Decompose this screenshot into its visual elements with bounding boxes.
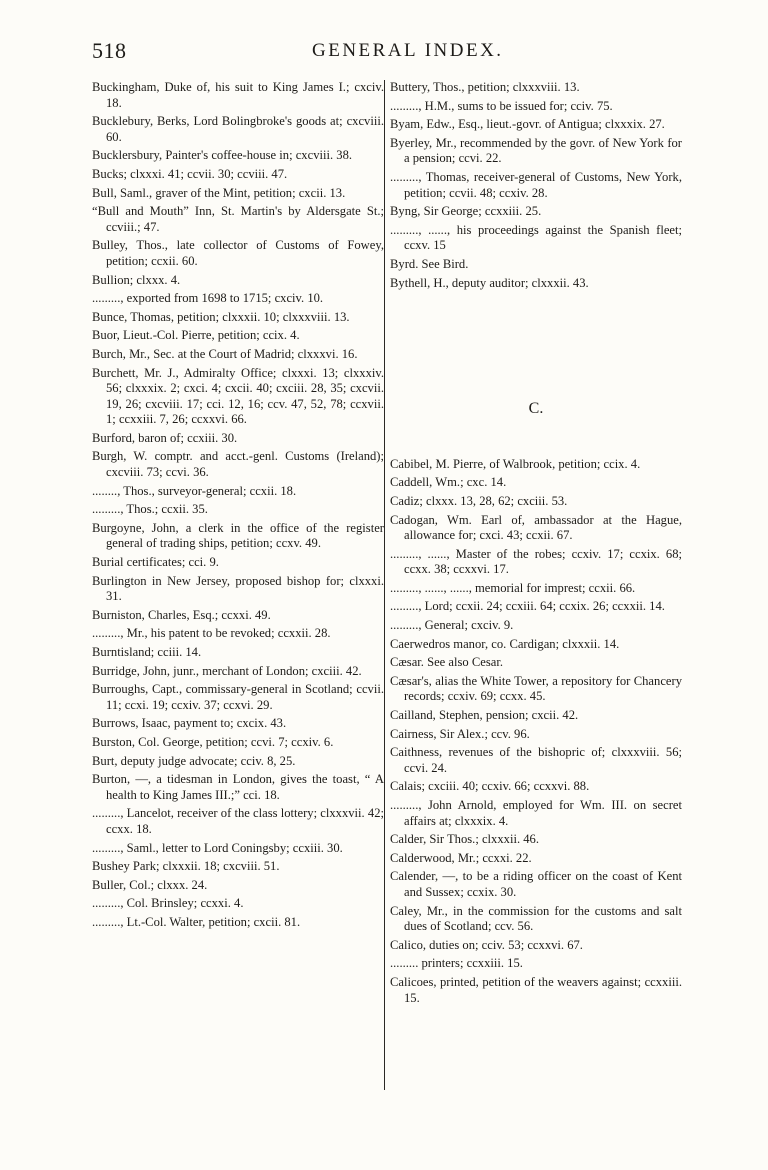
- index-entry: Bucklebury, Berks, Lord Bolingbroke's goods at; cxcviii. 60.: [92, 114, 384, 144]
- index-entry: Buor, Lieut.-Col. Pierre, petition; ccix. 4.: [92, 328, 300, 343]
- index-entry: ........., General; cxciv. 9.: [390, 618, 514, 633]
- index-entry: ........., ......, ......, memorial for imprest; ccxii. 66.: [390, 580, 636, 595]
- index-entry: Burton, —, a tidesman in London, gives the toast, “ A health to King James III.;” cci. 18.: [92, 772, 384, 802]
- index-entry: ........., Col. Brinsley; ccxxi. 4.: [92, 896, 244, 911]
- index-entry: “Bull and Mouth” Inn, St. Martin's by Aldersgate St.; ccviii.; 47.: [92, 204, 384, 234]
- index-entry: Byng, Sir George; ccxxiii. 25.: [390, 204, 542, 219]
- page-header: [92, 38, 692, 68]
- index-entry: ........., H.M., sums to be issued for; cciv. 75.: [390, 98, 613, 113]
- index-entry: Burchett, Mr. J., Admiralty Office; clxxxi. 13; clxxxiv. 56; clxxxix. 2; cxci. 4; cxcii. 40; cxciii. 28, 35; cxcvii. 19, 26; cxcviii. 17; cci. 12, 16; ccv. 47, 52, 78; ccxvii. 1; ccxxiii. 7, 26; ccxxvi. 66.: [92, 365, 384, 427]
- index-entry: Bunce, Thomas, petition; clxxxii. 10; clxxxviii. 13.: [92, 309, 350, 324]
- index-entry: Caerwedros manor, co. Cardigan; clxxxii. 14.: [390, 636, 620, 651]
- index-entry: Bulley, Thos., late collector of Customs of Fowey, petition; ccxii. 60.: [92, 238, 384, 268]
- index-entry: Burntisland; cciii. 14.: [92, 645, 202, 659]
- index-entry: Burgh, W. comptr. and acct.-genl. Customs (Ireland); cxcviii. 73; ccvi. 36.: [92, 449, 384, 480]
- index-entry: ........., Saml., letter to Lord Coningsby; ccxiii. 30.: [92, 840, 343, 855]
- index-entry: Bucks; clxxxi. 41; ccvii. 30; ccviii. 47.: [92, 166, 288, 181]
- index-entry: Calais; cxciii. 40; ccxiv. 66; ccxxvi. 88.: [390, 779, 590, 794]
- index-entry: Burroughs, Capt., commissary-general in Scotland; ccvii. 11; ccxi. 19; ccxiv. 37; ccxvi. 29.: [92, 682, 384, 712]
- index-entry: Caithness, revenues of the bishopric of; clxxxviii. 56; ccvi. 24.: [390, 745, 682, 775]
- index-entry: Calender, —, to be a riding officer on the coast of Kent and Sussex; ccxix. 30.: [390, 869, 682, 899]
- index-entry: Bythell, H., deputy auditor; clxxxii. 43.: [390, 275, 589, 290]
- index-entry: Burch, Mr., Sec. at the Court of Madrid; clxxxvi. 16.: [92, 346, 358, 361]
- index-entry: Buller, Col.; clxxx. 24.: [92, 877, 208, 892]
- index-entry: ......... printers; ccxxiii. 15.: [390, 956, 523, 971]
- index-entry: Burston, Col. George, petition; ccvi. 7; ccxiv. 6.: [92, 734, 334, 749]
- index-entry: Burt, deputy judge advocate; cciv. 8, 25.: [92, 753, 296, 768]
- index-entry: Byam, Edw., Esq., lieut.-govr. of Antigua; clxxxix. 27.: [390, 117, 665, 132]
- index-entry: Calicoes, printed, petition of the weavers against; ccxxiii. 15.: [390, 974, 682, 1005]
- index-entry: ........., Lancelot, receiver of the class lottery; clxxxvii. 42; ccxx. 18.: [92, 806, 384, 836]
- index-entry: Cairness, Sir Alex.; ccv. 96.: [390, 726, 530, 741]
- index-entry: Cæsar. See also Cesar.: [390, 655, 503, 670]
- index-entry: Calico, duties on; cciv. 53; ccxxvi. 67.: [390, 937, 583, 952]
- index-entry: Burial certificates; cci. 9.: [92, 555, 219, 570]
- index-entry: ........., Lord; ccxii. 24; ccxiii. 64; ccxix. 26; ccxxii. 14.: [390, 599, 665, 614]
- index-entry: Cadiz; clxxx. 13, 28, 62; cxciii. 53.: [390, 493, 568, 508]
- index-entry: Burrows, Isaac, payment to; cxcix. 43.: [92, 716, 287, 731]
- index-entry: Caddell, Wm.; cxc. 14.: [390, 475, 507, 490]
- index-entry: ........., Mr., his patent to be revoked; ccxxii. 28.: [92, 626, 331, 641]
- index-entry: ........., Lt.-Col. Walter, petition; cxcii. 81.: [92, 914, 301, 929]
- section-letter-heading: C.: [528, 400, 544, 418]
- index-entry: ........., ......, Master of the robes; ccxiv. 17; ccxix. 68; ccxx. 38; ccxxvi. 17.: [390, 546, 682, 577]
- index-entry: Burford, baron of; ccxiii. 30.: [92, 430, 238, 445]
- index-entry: ........, Thos., surveyor-general; ccxii. 18.: [92, 483, 297, 498]
- index-entry: ........., ......, his proceedings against the Spanish fleet; ccxv. 15: [390, 222, 682, 253]
- index-entry: Bucklersbury, Painter's coffee-house in; cxcviii. 38.: [92, 148, 353, 163]
- index-entry: Buckingham, Duke of, his suit to King James I.; cxciv. 18.: [92, 80, 384, 110]
- index-entry: Cæsar's, alias the White Tower, a repository for Chancery records; ccxiv. 69; ccxx. 45.: [390, 673, 682, 704]
- index-entry: Bullion; clxxx. 4.: [92, 272, 181, 287]
- right-column: [390, 80, 682, 1009]
- index-entry: Burlington in New Jersey, proposed bishop for; clxxxi. 31.: [92, 573, 384, 604]
- index-entry: Buttery, Thos., petition; clxxxviii. 13.: [390, 80, 580, 94]
- index-entry: ........., exported from 1698 to 1715; cxciv. 10.: [92, 291, 324, 306]
- index-entry: Burridge, John, junr., merchant of London; cxciii. 42.: [92, 663, 362, 678]
- column-divider: [384, 80, 385, 1090]
- index-entry: ........., Thomas, receiver-general of Customs, New York, petition; ccvii. 48; ccxiv. 28.: [390, 169, 682, 200]
- index-entry: Bushey Park; clxxxii. 18; cxcviii. 51.: [92, 859, 280, 874]
- index-entry: Calderwood, Mr.; ccxxi. 22.: [390, 850, 532, 865]
- index-entry: Burgoyne, John, a clerk in the office of the register general of trading ships, petition; ccxv. 49.: [92, 520, 384, 551]
- index-entry: Burniston, Charles, Esq.; ccxxi. 49.: [92, 607, 271, 622]
- index-entry: Cadogan, Wm. Earl of, ambassador at the Hague, allowance for; cxci. 43; ccxii. 67.: [390, 512, 682, 543]
- page-number: 518: [92, 38, 127, 63]
- index-entry: Calder, Sir Thos.; clxxxii. 46.: [390, 832, 539, 847]
- index-entry: ........., Thos.; ccxii. 35.: [92, 502, 208, 517]
- index-entry: Cabibel, M. Pierre, of Walbrook, petition; ccix. 4.: [390, 456, 641, 471]
- index-entry: Cailland, Stephen, pension; cxcii. 42.: [390, 708, 579, 723]
- index-entry: Byerley, Mr., recommended by the govr. of New York for a pension; ccvi. 22.: [390, 135, 682, 166]
- left-column: [92, 80, 384, 934]
- running-title: GENERAL INDEX.: [312, 40, 504, 61]
- index-entry: ........., John Arnold, employed for Wm. III. on secret affairs at; clxxxix. 4.: [390, 798, 682, 828]
- index-entry: Byrd. See Bird.: [390, 256, 469, 271]
- index-entry: Caley, Mr., in the commission for the customs and salt dues of Scotland; ccv. 56.: [390, 903, 682, 934]
- index-entry: Bull, Saml., graver of the Mint, petition; cxcii. 13.: [92, 185, 346, 200]
